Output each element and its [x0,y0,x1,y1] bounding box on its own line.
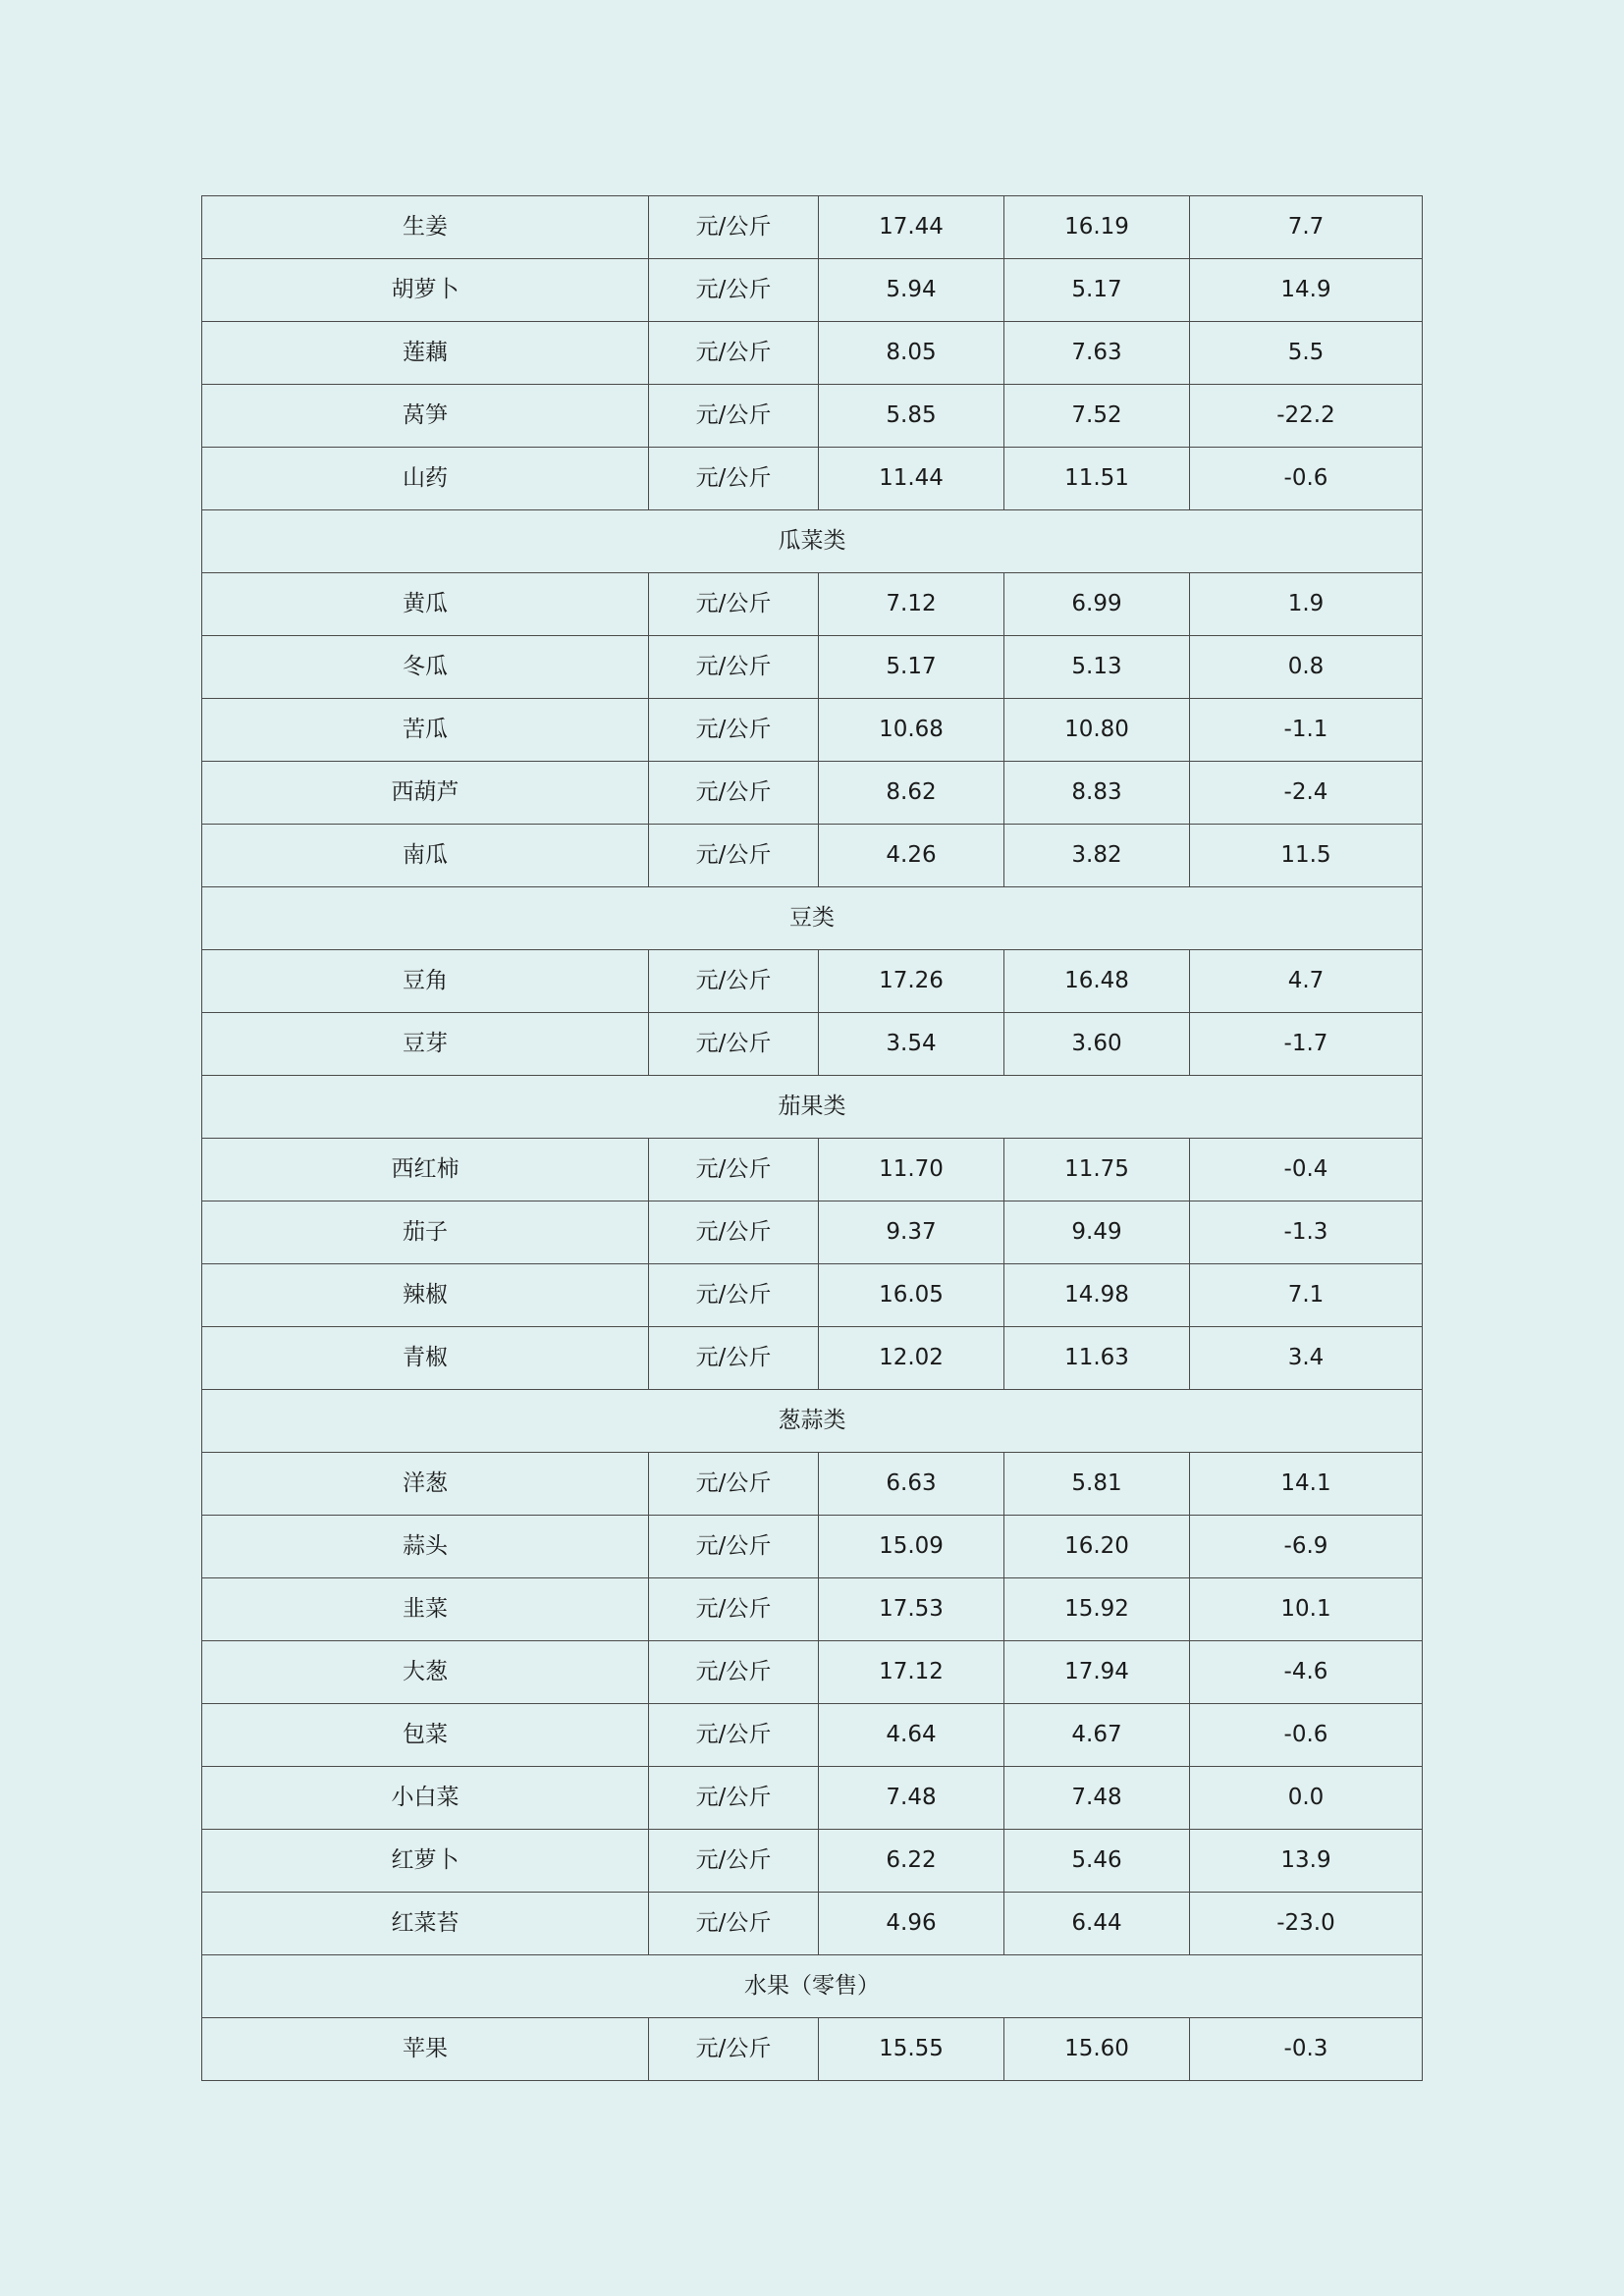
unit-cell: 元/公斤 [649,699,819,762]
current-price-cell: 4.96 [819,1893,1004,1955]
previous-price-cell: 5.81 [1004,1453,1190,1516]
change-percent-cell: -1.1 [1190,699,1423,762]
current-price-cell: 7.12 [819,573,1004,636]
change-percent-cell: -1.3 [1190,1201,1423,1264]
item-name-cell: 苹果 [202,2018,649,2081]
item-name-cell: 西葫芦 [202,762,649,825]
current-price-cell: 5.94 [819,259,1004,322]
change-percent-cell: 4.7 [1190,950,1423,1013]
item-name-cell: 豆角 [202,950,649,1013]
previous-price-cell: 8.83 [1004,762,1190,825]
table-row [202,1641,1423,1704]
unit-cell: 元/公斤 [649,385,819,448]
change-percent-cell: 13.9 [1190,1830,1423,1893]
change-percent-cell: -0.4 [1190,1139,1423,1201]
current-price-cell: 6.22 [819,1830,1004,1893]
item-name-cell: 茄子 [202,1201,649,1264]
unit-cell: 元/公斤 [649,1453,819,1516]
previous-price-cell: 3.60 [1004,1013,1190,1076]
table-row [202,1578,1423,1641]
change-percent-cell: -2.4 [1190,762,1423,825]
unit-cell: 元/公斤 [649,448,819,510]
item-name-cell: 韭菜 [202,1578,649,1641]
item-name-cell: 生姜 [202,196,649,259]
current-price-cell: 17.44 [819,196,1004,259]
current-price-cell: 4.26 [819,825,1004,887]
previous-price-cell: 14.98 [1004,1264,1190,1327]
previous-price-cell: 6.44 [1004,1893,1190,1955]
change-percent-cell: -6.9 [1190,1516,1423,1578]
previous-price-cell: 4.67 [1004,1704,1190,1767]
table-row [202,1264,1423,1327]
table-row [202,385,1423,448]
previous-price-cell: 15.60 [1004,2018,1190,2081]
current-price-cell: 12.02 [819,1327,1004,1390]
unit-cell: 元/公斤 [649,825,819,887]
category-label: 豆类 [202,887,1423,950]
previous-price-cell: 7.63 [1004,322,1190,385]
item-name-cell: 红菜苔 [202,1893,649,1955]
current-price-cell: 5.17 [819,636,1004,699]
item-name-cell: 豆芽 [202,1013,649,1076]
item-name-cell: 蒜头 [202,1516,649,1578]
current-price-cell: 15.09 [819,1516,1004,1578]
current-price-cell: 4.64 [819,1704,1004,1767]
previous-price-cell: 15.92 [1004,1578,1190,1641]
table-row [202,259,1423,322]
price-table-body [202,196,1423,2081]
table-row [202,1139,1423,1201]
table-row [202,573,1423,636]
current-price-cell: 17.53 [819,1578,1004,1641]
table-row [202,1453,1423,1516]
unit-cell: 元/公斤 [649,1830,819,1893]
previous-price-cell: 5.13 [1004,636,1190,699]
previous-price-cell: 6.99 [1004,573,1190,636]
current-price-cell: 17.12 [819,1641,1004,1704]
change-percent-cell: 14.1 [1190,1453,1423,1516]
table-row [202,1830,1423,1893]
unit-cell: 元/公斤 [649,1264,819,1327]
previous-price-cell: 5.46 [1004,1830,1190,1893]
previous-price-cell: 9.49 [1004,1201,1190,1264]
change-percent-cell: -0.6 [1190,1704,1423,1767]
table-row [202,1704,1423,1767]
item-name-cell: 洋葱 [202,1453,649,1516]
previous-price-cell: 3.82 [1004,825,1190,887]
previous-price-cell: 16.20 [1004,1516,1190,1578]
item-name-cell: 大葱 [202,1641,649,1704]
category-label: 葱蒜类 [202,1390,1423,1453]
change-percent-cell: -23.0 [1190,1893,1423,1955]
category-label: 茄果类 [202,1076,1423,1139]
table-row [202,825,1423,887]
item-name-cell: 冬瓜 [202,636,649,699]
table-row [202,1327,1423,1390]
table-row [202,699,1423,762]
item-name-cell: 莲藕 [202,322,649,385]
unit-cell: 元/公斤 [649,1893,819,1955]
previous-price-cell: 11.51 [1004,448,1190,510]
table-row [202,1013,1423,1076]
table-row [202,2018,1423,2081]
table-row [202,1201,1423,1264]
unit-cell: 元/公斤 [649,1201,819,1264]
unit-cell: 元/公斤 [649,1013,819,1076]
item-name-cell: 南瓜 [202,825,649,887]
change-percent-cell: 3.4 [1190,1327,1423,1390]
category-row [202,887,1423,950]
item-name-cell: 小白菜 [202,1767,649,1830]
unit-cell: 元/公斤 [649,322,819,385]
table-row [202,1893,1423,1955]
table-row [202,1516,1423,1578]
unit-cell: 元/公斤 [649,1767,819,1830]
change-percent-cell: 14.9 [1190,259,1423,322]
current-price-cell: 6.63 [819,1453,1004,1516]
change-percent-cell: 0.8 [1190,636,1423,699]
previous-price-cell: 7.52 [1004,385,1190,448]
current-price-cell: 17.26 [819,950,1004,1013]
previous-price-cell: 11.63 [1004,1327,1190,1390]
unit-cell: 元/公斤 [649,1327,819,1390]
item-name-cell: 苦瓜 [202,699,649,762]
item-name-cell: 青椒 [202,1327,649,1390]
change-percent-cell: 7.1 [1190,1264,1423,1327]
unit-cell: 元/公斤 [649,762,819,825]
change-percent-cell: 1.9 [1190,573,1423,636]
previous-price-cell: 17.94 [1004,1641,1190,1704]
unit-cell: 元/公斤 [649,1139,819,1201]
change-percent-cell: -0.6 [1190,448,1423,510]
change-percent-cell: 11.5 [1190,825,1423,887]
current-price-cell: 11.44 [819,448,1004,510]
change-percent-cell: -1.7 [1190,1013,1423,1076]
unit-cell: 元/公斤 [649,636,819,699]
table-row [202,636,1423,699]
current-price-cell: 16.05 [819,1264,1004,1327]
current-price-cell: 5.85 [819,385,1004,448]
item-name-cell: 西红柿 [202,1139,649,1201]
previous-price-cell: 5.17 [1004,259,1190,322]
table-row [202,448,1423,510]
item-name-cell: 辣椒 [202,1264,649,1327]
unit-cell: 元/公斤 [649,1578,819,1641]
category-row [202,1076,1423,1139]
table-row [202,762,1423,825]
unit-cell: 元/公斤 [649,2018,819,2081]
table-row [202,950,1423,1013]
change-percent-cell: -22.2 [1190,385,1423,448]
current-price-cell: 8.05 [819,322,1004,385]
category-label: 水果（零售） [202,1955,1423,2018]
change-percent-cell: 0.0 [1190,1767,1423,1830]
category-label: 瓜菜类 [202,510,1423,573]
table-row [202,196,1423,259]
current-price-cell: 9.37 [819,1201,1004,1264]
price-table [201,195,1423,2081]
item-name-cell: 胡萝卜 [202,259,649,322]
previous-price-cell: 11.75 [1004,1139,1190,1201]
previous-price-cell: 7.48 [1004,1767,1190,1830]
table-row [202,1767,1423,1830]
item-name-cell: 黄瓜 [202,573,649,636]
previous-price-cell: 16.19 [1004,196,1190,259]
item-name-cell: 红萝卜 [202,1830,649,1893]
change-percent-cell: -4.6 [1190,1641,1423,1704]
category-row [202,1390,1423,1453]
current-price-cell: 10.68 [819,699,1004,762]
previous-price-cell: 16.48 [1004,950,1190,1013]
table-row [202,322,1423,385]
unit-cell: 元/公斤 [649,1641,819,1704]
previous-price-cell: 10.80 [1004,699,1190,762]
unit-cell: 元/公斤 [649,196,819,259]
change-percent-cell: 5.5 [1190,322,1423,385]
unit-cell: 元/公斤 [649,1704,819,1767]
current-price-cell: 7.48 [819,1767,1004,1830]
change-percent-cell: -0.3 [1190,2018,1423,2081]
change-percent-cell: 7.7 [1190,196,1423,259]
current-price-cell: 3.54 [819,1013,1004,1076]
unit-cell: 元/公斤 [649,950,819,1013]
current-price-cell: 15.55 [819,2018,1004,2081]
item-name-cell: 山药 [202,448,649,510]
unit-cell: 元/公斤 [649,573,819,636]
item-name-cell: 莴笋 [202,385,649,448]
current-price-cell: 11.70 [819,1139,1004,1201]
category-row [202,510,1423,573]
unit-cell: 元/公斤 [649,259,819,322]
change-percent-cell: 10.1 [1190,1578,1423,1641]
item-name-cell: 包菜 [202,1704,649,1767]
unit-cell: 元/公斤 [649,1516,819,1578]
category-row [202,1955,1423,2018]
current-price-cell: 8.62 [819,762,1004,825]
